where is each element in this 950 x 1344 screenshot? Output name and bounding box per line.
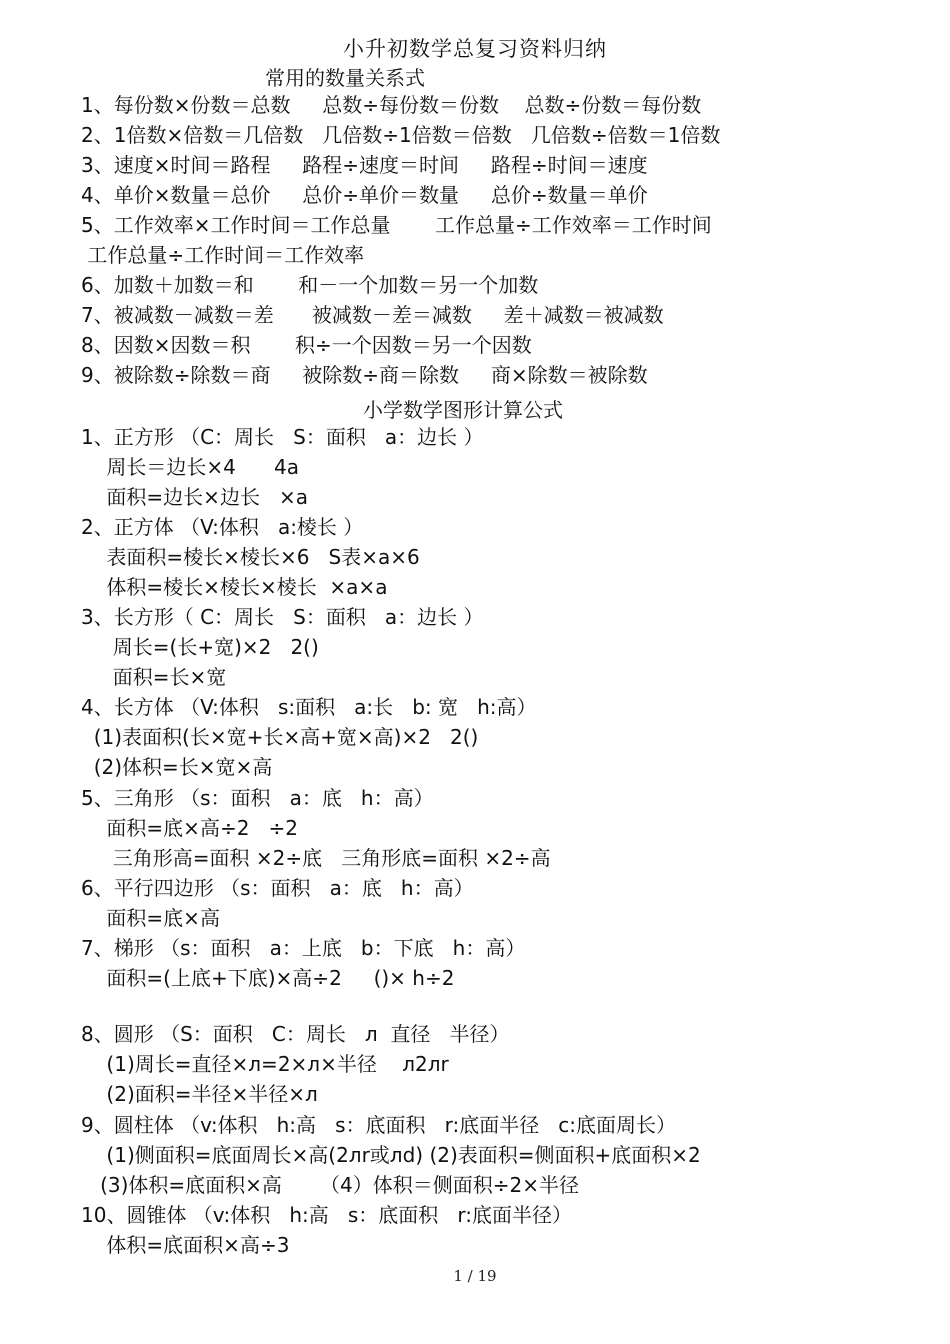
formula-line: (1)表面积(长×宽+长×高+宽×高)×2 2() xyxy=(81,725,479,749)
section-title-geometry-formulas: 小学数学图形计算公式 xyxy=(363,398,563,422)
formula-line: 9、被除数÷除数＝商 被除数÷商＝除数 商×除数＝被除数 xyxy=(81,363,648,387)
formula-line: 3、速度×时间＝路程 路程÷速度＝时间 路程÷时间＝速度 xyxy=(81,153,648,177)
formula-line: (3)体积=底面积×高 （4）体积＝侧面积÷2×半径 xyxy=(81,1173,580,1197)
formula-line: 三角形高=面积 ×2÷底 三角形底=面积 ×2÷高 xyxy=(81,846,551,870)
formula-line: 9、圆柱体 （v:体积 h:高 s：底面积 r:底面半径 c:底面周长） xyxy=(81,1113,677,1137)
formula-line: 3、长方形（ C：周长 S：面积 a：边长 ） xyxy=(81,605,484,629)
formula-line: 10、圆锥体 （v:体积 h:高 s：底面积 r:底面半径） xyxy=(81,1203,572,1227)
document-title: 小升初数学总复习资料归纳 xyxy=(343,37,607,61)
formula-line: 表面积=棱长×棱长×6 S表×a×6 xyxy=(81,545,420,569)
formula-line: 2、1倍数×倍数＝几倍数 几倍数÷1倍数＝倍数 几倍数÷倍数＝1倍数 xyxy=(81,123,721,147)
formula-line: 5、三角形 （s：面积 a：底 h：高） xyxy=(81,786,434,810)
formula-line: 工作总量÷工作时间＝工作效率 xyxy=(81,243,365,267)
formula-line: 6、加数＋加数＝和 和－一个加数＝另一个加数 xyxy=(81,273,539,297)
formula-line: 7、梯形 （s：面积 a：上底 b：下底 h：高） xyxy=(81,936,526,960)
formula-line: 1、每份数×份数＝总数 总数÷每份数＝份数 总数÷份数＝每份数 xyxy=(81,93,702,117)
formula-line: 4、长方体 （V:体积 s:面积 a:长 b: 宽 h:高） xyxy=(81,695,537,719)
formula-line: 体积=棱长×棱长×棱长 ×a×a xyxy=(81,575,388,599)
formula-line: 2、正方体 （V:体积 a:棱长 ） xyxy=(81,515,364,539)
formula-line: 周长＝边长×4 4a xyxy=(81,455,300,479)
formula-line: 6、平行四边形 （s：面积 a：底 h：高） xyxy=(81,876,474,900)
formula-line: 8、因数×因数＝积 积÷一个因数＝另一个因数 xyxy=(81,333,532,357)
section-title-quantity-relations: 常用的数量关系式 xyxy=(265,66,425,90)
formula-line: 7、被减数－减数＝差 被减数－差＝减数 差＋减数＝被减数 xyxy=(81,303,664,327)
formula-line: 1、正方形 （C：周长 S：面积 a：边长 ） xyxy=(81,425,484,449)
formula-line: 面积=边长×边长 ×a xyxy=(81,485,309,509)
page-number: 1 / 19 xyxy=(453,1267,497,1285)
formula-line: 5、工作效率×工作时间＝工作总量 工作总量÷工作效率＝工作时间 xyxy=(81,213,712,237)
formula-line: 面积=(上底+下底)×高÷2 ()× h÷2 xyxy=(81,966,455,990)
formula-line: 面积=长×宽 xyxy=(81,665,227,689)
formula-line: 面积=底×高 xyxy=(81,906,220,930)
formula-line: 周长=(长+宽)×2 2() xyxy=(81,635,319,659)
formula-line: (1)侧面积=底面周长×高(2лr或лd) (2)表面积=侧面积+底面积×2 xyxy=(81,1143,701,1167)
formula-line: 4、单价×数量＝总价 总价÷单价＝数量 总价÷数量＝单价 xyxy=(81,183,648,207)
formula-line: (2)体积=长×宽×高 xyxy=(81,755,273,779)
formula-line: 体积=底面积×高÷3 xyxy=(81,1233,290,1257)
formula-line: 面积=底×高÷2 ÷2 xyxy=(81,816,298,840)
formula-line: (1)周长=直径×л=2×л×半径 л2лr xyxy=(81,1052,449,1076)
formula-line: (2)面积=半径×半径×л xyxy=(81,1082,318,1106)
formula-line: 8、圆形 （S：面积 C：周长 л 直径 半径） xyxy=(81,1022,510,1046)
